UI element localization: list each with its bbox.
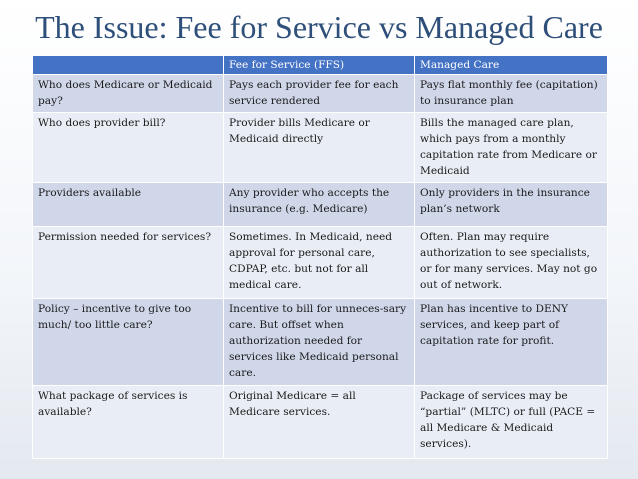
table-row — [33, 113, 608, 183]
table-row — [33, 386, 608, 459]
managed-care-cell: Package of services may be “partial” (MLTC) or full (PACE = all Medicare & Medicaid services). — [415, 386, 608, 459]
slide-title: The Issue: Fee for Service vs Managed Care — [35, 9, 603, 45]
ffs-cell: Any provider who accepts the insurance (e.g. Medicare) — [224, 183, 415, 227]
managed-care-cell: Bills the managed care plan, which pays from a monthly capitation rate from Medicare or Medicaid — [415, 113, 608, 183]
managed-care-cell: Plan has incentive to DENY services, and keep part of capitation rate for profit. — [415, 299, 608, 386]
managed-care-cell: Often. Plan may require authorization to see specialists, or for many services. May not go out of network. — [415, 227, 608, 299]
row-question: Who does provider bill? — [33, 113, 224, 183]
ffs-cell: Incentive to bill for unneces-sary care. But offset when authorization needed for services like Medicaid personal care. — [224, 299, 415, 386]
table-header-row — [33, 56, 608, 75]
managed-care-cell: Pays flat monthly fee (capitation) to insurance plan — [415, 75, 608, 113]
table-row — [33, 183, 608, 227]
table-row — [33, 227, 608, 299]
row-question: Policy – incentive to give too much/ too little care? — [33, 299, 224, 386]
managed-care-cell: Only providers in the insurance plan’s network — [415, 183, 608, 227]
ffs-cell: Provider bills Medicare or Medicaid directly — [224, 113, 415, 183]
row-question: What package of services is available? — [33, 386, 224, 459]
table-row — [33, 299, 608, 386]
row-question: Providers available — [33, 183, 224, 227]
ffs-cell: Pays each provider fee for each service rendered — [224, 75, 415, 113]
row-question: Permission needed for services? — [33, 227, 224, 299]
comparison-table — [32, 55, 608, 459]
ffs-cell: Sometimes. In Medicaid, need approval for personal care, CDPAP, etc. but not for all medical care. — [224, 227, 415, 299]
header-cell-blank — [33, 56, 224, 75]
header-cell-ffs: Fee for Service (FFS) — [224, 56, 415, 75]
ffs-cell: Original Medicare = all Medicare services. — [224, 386, 415, 459]
row-question: Who does Medicare or Medicaid pay? — [33, 75, 224, 113]
table-row — [33, 75, 608, 113]
header-cell-managed-care: Managed Care — [415, 56, 608, 75]
